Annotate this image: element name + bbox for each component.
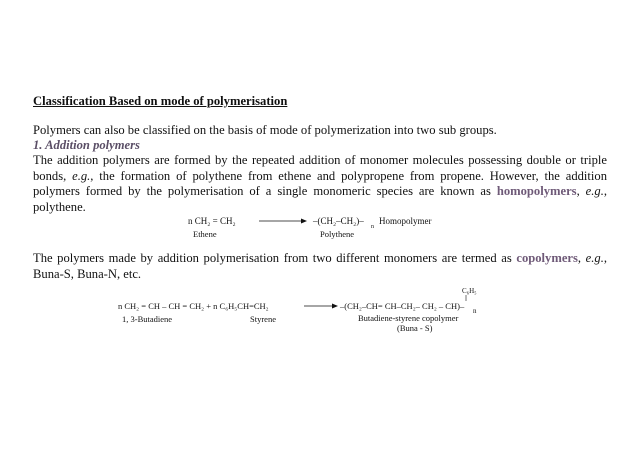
polythene-subscript: n xyxy=(371,224,374,230)
reaction-arrowhead-1 xyxy=(301,219,307,224)
homopolymer-equation xyxy=(188,213,448,248)
section-heading: Classification Based on mode of polymerisation xyxy=(33,94,288,108)
subheading-addition-polymers: 1. Addition polymers xyxy=(33,138,140,152)
styrene-label: Styrene xyxy=(250,314,276,324)
copolymers-paragraph: The polymers made by addition polymerisation from two different monomers are termed as copolymers, e.g., Buna-S, Buna-N, etc. xyxy=(33,251,608,281)
intro-text: Polymers can also be classified on the basis of mode of polymerization into two sub groups. xyxy=(33,123,497,137)
copolymer-equation-svg xyxy=(118,283,498,333)
ethene-label: Ethene xyxy=(193,229,217,239)
butadiene-styrene-reactants: n CH₂ = CH – CH = CH₂ + n C₆H₅CH=CH₂ xyxy=(118,301,269,311)
polythene-formula: –(CH₂–CH₂)– xyxy=(313,216,364,226)
homopolymer-label: Homopolymer xyxy=(379,216,432,226)
polythene-label: Polythene xyxy=(320,229,354,239)
homopolymers-term: homopolymers xyxy=(496,184,577,198)
copolymers-term: copolymers xyxy=(516,251,578,265)
copolymer-label: Butadiene-styrene copolymer xyxy=(358,313,459,323)
buna-s-subscript: n xyxy=(473,307,477,315)
phenyl-substituent: C₆H₅ xyxy=(462,287,477,295)
butadiene-label: 1, 3-Butadiene xyxy=(122,314,173,324)
buna-s-label: (Buna - S) xyxy=(397,323,433,333)
copolymer-equation xyxy=(118,283,498,338)
homopolymer-equation-svg xyxy=(188,213,448,243)
addition-polymers-paragraph: The addition polymers are formed by the repeated addition of monomer molecules possessing double or triple bonds, e.g., the formation of polythene from ethene and polypropene from propene. However, the addition polymers formed by the polymerisation of a single monomeric species are known as homopolymers, e.g., polythene. xyxy=(33,153,608,214)
buna-s-formula: –(CH₂–CH= CH–CH₂– CH₂ – CH)– xyxy=(340,301,465,311)
reaction-arrowhead-2 xyxy=(332,304,338,309)
ethene-formula: n CH₂ = CH₂ xyxy=(188,216,236,226)
